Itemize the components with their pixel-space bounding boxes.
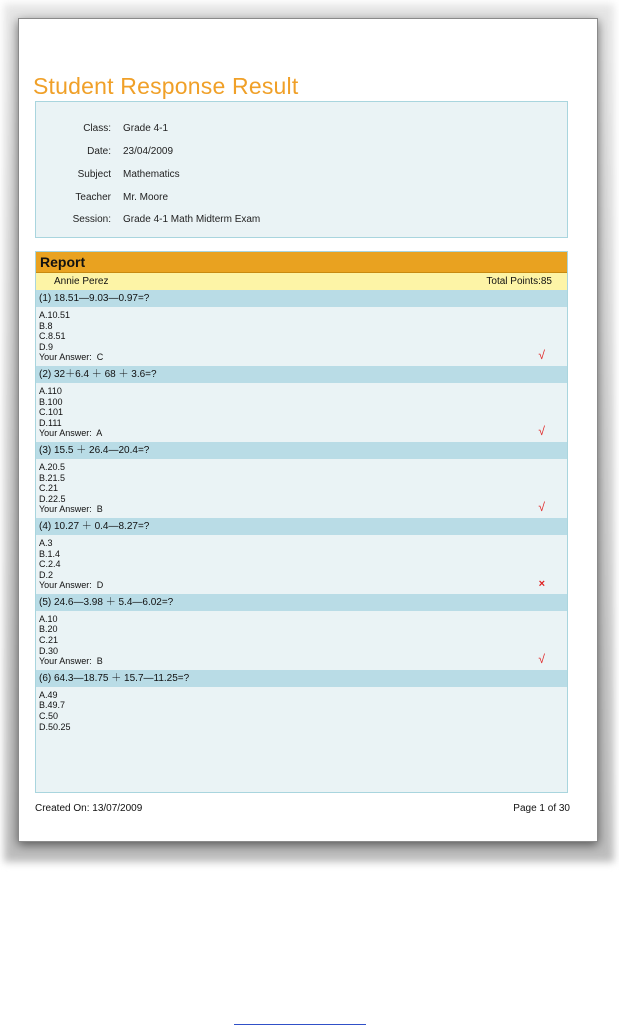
- correct-check-icon: √: [538, 348, 545, 363]
- option-item: A.3: [39, 537, 53, 548]
- info-row-teacher: [36, 192, 556, 206]
- correct-check-icon: √: [538, 652, 545, 667]
- answer-value: B: [96, 656, 103, 667]
- answer-label: Your Answer:: [39, 656, 92, 667]
- question-row: (2) 32＋6.4 ＋ 68 ＋ 3.6=?: [36, 366, 567, 383]
- option-list: [36, 535, 567, 594]
- question-list: [36, 290, 567, 735]
- question-row: (6) 64.3—18.75 ＋ 15.7—11.25=?: [36, 670, 567, 687]
- link-underline: [234, 1024, 366, 1025]
- question-row: (3) 15.5 ＋ 26.4—20.4=?: [36, 442, 567, 459]
- info-value: Grade 4-1: [123, 123, 169, 134]
- info-row-date: [36, 146, 556, 160]
- session-info-box: [35, 101, 568, 238]
- answer-value: C: [96, 352, 104, 363]
- option-list: [36, 611, 567, 670]
- option-item: C.21: [39, 483, 59, 494]
- option-item: D.9: [39, 341, 54, 352]
- answer-value: A: [96, 428, 103, 439]
- option-list: [36, 459, 567, 518]
- info-value: Mr. Moore: [123, 192, 169, 203]
- answer-label: Your Answer:: [39, 352, 92, 363]
- option-item: C.8.51: [39, 331, 66, 342]
- info-label: Subject: [77, 169, 111, 180]
- option-item: D.2: [39, 569, 54, 580]
- info-label: Session:: [72, 214, 111, 225]
- document-page: [18, 18, 598, 842]
- student-name: Annie Perez: [54, 276, 109, 287]
- option-item: D.22.5: [39, 493, 66, 504]
- info-value: Grade 4-1 Math Midterm Exam: [123, 214, 261, 225]
- created-on: Created On: 13/07/2009: [35, 803, 143, 814]
- option-item: D.50.25: [39, 721, 71, 732]
- option-list: [36, 307, 567, 366]
- option-list: [36, 687, 567, 735]
- option-item: B.49.7: [39, 700, 66, 711]
- question-row: (4) 10.27 ＋ 0.4—8.27=?: [36, 518, 567, 535]
- option-item: A.10: [39, 613, 58, 624]
- info-row-subject: [36, 169, 556, 183]
- option-item: D.111: [39, 417, 62, 428]
- option-item: D.30: [39, 645, 59, 656]
- answer-label: Your Answer:: [39, 580, 92, 591]
- info-label: Teacher: [75, 192, 111, 203]
- option-item: C.21: [39, 635, 59, 646]
- option-item: A.110: [39, 385, 62, 396]
- option-item: B.100: [39, 396, 63, 407]
- answer-value: B: [96, 504, 103, 515]
- option-item: B.20: [39, 624, 58, 635]
- info-value: 23/04/2009: [123, 146, 174, 157]
- question-row: (1) 18.51—9.03—0.97=?: [36, 290, 567, 307]
- correct-check-icon: √: [538, 500, 545, 515]
- option-item: C.50: [39, 711, 59, 722]
- your-answer: [36, 580, 567, 591]
- option-item: A.20.5: [39, 461, 66, 472]
- info-value: Mathematics: [123, 169, 180, 180]
- your-answer: [36, 348, 567, 363]
- page-title: Student Response Result: [33, 73, 299, 99]
- option-item: B.21.5: [39, 472, 66, 483]
- info-row-session: [36, 214, 556, 228]
- option-item: C.101: [39, 407, 64, 418]
- answer-value: D: [96, 580, 104, 591]
- question-row: (5) 24.6—3.98 ＋ 5.4—6.02=?: [36, 594, 567, 611]
- student-row: [36, 273, 567, 290]
- info-label: Date:: [87, 146, 111, 157]
- option-item: B.1.4: [39, 548, 61, 559]
- option-item: C.2.4: [39, 559, 61, 570]
- option-list: [36, 383, 567, 442]
- answer-label: Your Answer:: [39, 504, 92, 515]
- option-item: B.8: [39, 320, 53, 331]
- total-points: Total Points:85: [486, 276, 552, 287]
- info-label: Class:: [83, 123, 111, 134]
- correct-check-icon: √: [538, 424, 545, 439]
- your-answer: [36, 652, 567, 667]
- option-item: A.10.51: [39, 310, 71, 320]
- your-answer: [36, 424, 567, 439]
- your-answer: [36, 500, 567, 515]
- answer-label: Your Answer:: [39, 428, 92, 439]
- page-number: Page 1 of 30: [513, 803, 570, 814]
- option-item: A.49: [39, 689, 58, 700]
- wrong-cross-icon: ×: [538, 578, 545, 591]
- report-header: Report: [36, 252, 567, 273]
- report-section: [35, 251, 568, 793]
- info-row-class: [36, 123, 556, 137]
